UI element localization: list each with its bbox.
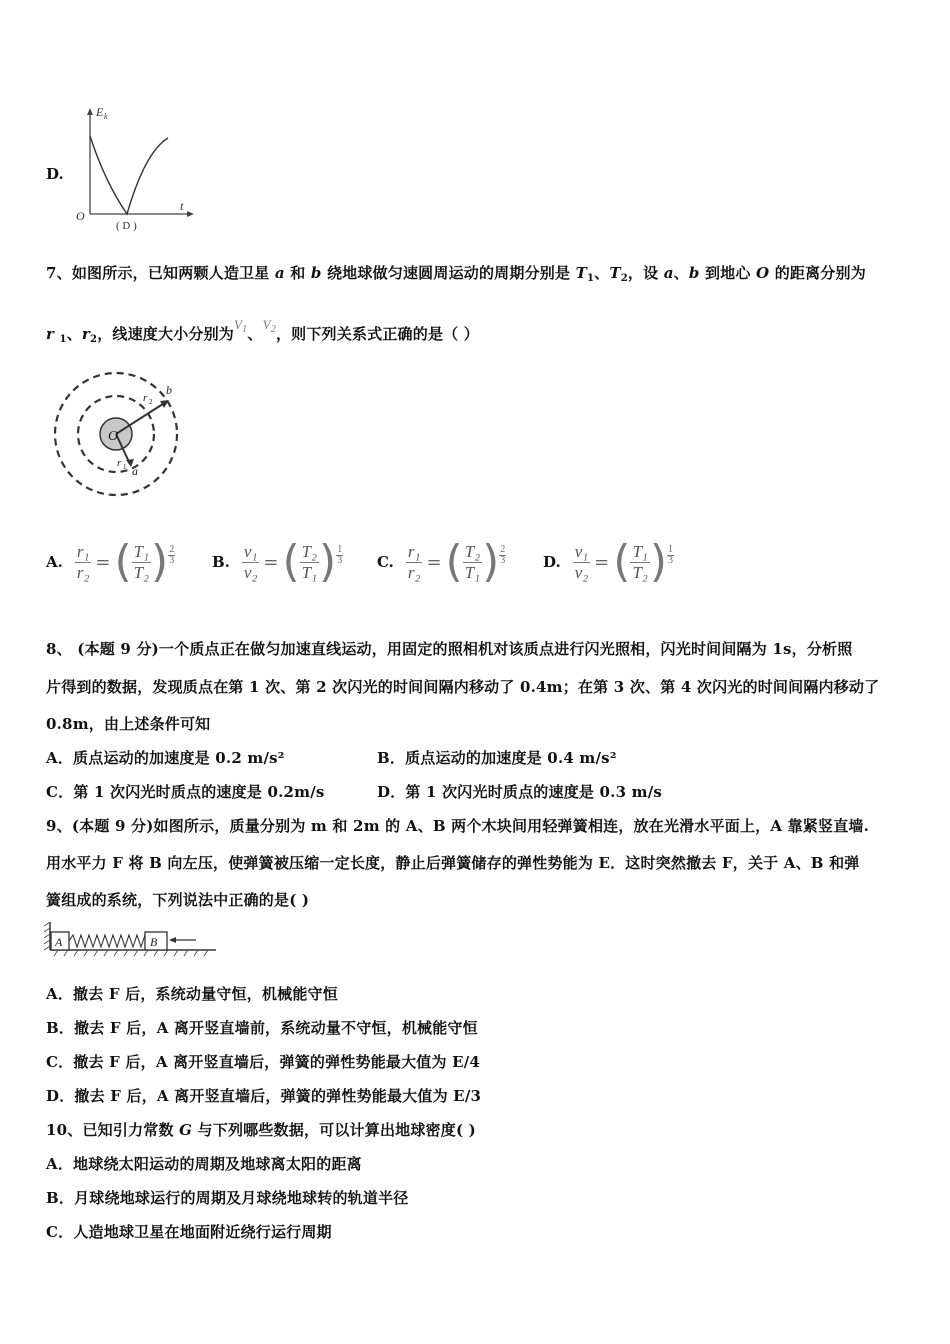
q10-option-c[interactable]: C．人造地球卫星在地面附近绕行运行周期 — [46, 1223, 332, 1241]
q7-option-a[interactable]: A. $\frac{\text{r₁}}{\text{r₂}}$ = ( $\frac{\text{T₁}}{\text{T₂}}$ ) 2 3 — [46, 536, 175, 587]
q9-option-b[interactable]: B．撤去 F 后，A 离开竖直墙前，系统动量不守恒，机械能守恒 — [46, 1019, 478, 1037]
q10-option-b[interactable]: B．月球绕地球运行的周期及月球绕地球转的轨道半径 — [46, 1189, 409, 1207]
q7-fig-r1: r — [117, 457, 122, 469]
q8-option-b[interactable]: B．质点运动的加速度是 0.4 m/s² — [377, 749, 617, 767]
q6-origin-label: O — [76, 209, 85, 223]
q7-option-c[interactable]: C. $\frac{\text{r₁}}{\text{r₂}}$ = ( $\frac{\text{T₂}}{\text{T₁}}$ ) 2 3 — [377, 536, 506, 587]
q9-option-c[interactable]: C．撤去 F 后，A 离开竖直墙后，弹簧的弹性势能最大值为 E/4 — [46, 1053, 481, 1071]
q7-fig-sat-a: a — [132, 464, 138, 478]
q8-option-c[interactable]: C．第 1 次闪光时质点的速度是 0.2m/s — [46, 783, 325, 801]
q6-y-axis-sub: k — [104, 112, 108, 121]
q7-fig-r2-sub: 2 — [149, 398, 153, 406]
q6-ek-graph — [70, 102, 200, 242]
q6-option-d-label[interactable]: D. — [46, 165, 64, 183]
q7-fig-sat-b: b — [166, 383, 172, 397]
q7-stem-line1: 7、如图所示，已知两颗人造卫星 a 和 b 绕地球做匀速圆周运动的周期分别是 $T_1$、$T_2$，设 a、b 到地心 O 的距离分别为 — [46, 264, 866, 284]
q6-x-axis-label: t — [180, 199, 184, 213]
q9-block-b: B — [150, 935, 158, 949]
q7-option-d[interactable]: D. $\frac{\text{v₁}}{\text{v₂}}$ = ( $\frac{\text{T₁}}{\text{T₂}}$ ) 1 3 — [543, 536, 673, 587]
q8-stem-line1: 8、 (本题 9 分)一个质点正在做匀加速直线运动，用固定的照相机对该质点进行闪光照相，闪光时间间隔为 1s，分析照 — [46, 640, 853, 658]
q7-option-b[interactable]: B. $\frac{\text{v₁}}{\text{v₂}}$ = ( $\frac{\text{T₂}}{\text{T₁}}$ ) 1 3 — [212, 536, 343, 587]
q9-stem-line3: 簧组成的系统，下列说法中正确的是( ) — [46, 891, 310, 909]
q10-option-a[interactable]: A．地球绕太阳运动的周期及地球离太阳的距离 — [46, 1155, 362, 1173]
q7-stem-line2: r $_1$、$r_2$，线速度大小分别为$V_1$、$V_2$，则下列关系式正确的是（ ） — [46, 317, 479, 345]
q7-orbit-figure — [50, 368, 182, 500]
q8-stem-line3: 0.8m，由上述条件可知 — [46, 715, 211, 733]
q8-stem-line2: 片得到的数据，发现质点在第 1 次、第 2 次闪光的时间间隔内移动了 0.4m；在第 3 次、第 4 次闪光的时间间隔内移动了 — [46, 678, 880, 696]
q9-spring-figure — [44, 918, 220, 958]
q6-y-axis-label: E — [96, 105, 104, 119]
q9-block-a: A — [55, 935, 63, 949]
q6-caption: ( D ) — [116, 220, 137, 232]
q7-fig-r1-sub: 1 — [123, 463, 127, 471]
q8-option-a[interactable]: A．质点运动的加速度是 0.2 m/s² — [46, 749, 285, 767]
q9-option-d[interactable]: D．撤去 F 后，A 离开竖直墙后，弹簧的弹性势能最大值为 E/3 — [46, 1087, 482, 1105]
q8-option-d[interactable]: D．第 1 次闪光时质点的速度是 0.3 m/s — [377, 783, 663, 801]
q10-stem: 10、已知引力常数 G 与下列哪些数据，可以计算出地球密度( ) — [46, 1121, 476, 1139]
q7-fig-r2: r — [143, 392, 148, 404]
q9-option-a[interactable]: A．撤去 F 后，系统动量守恒，机械能守恒 — [46, 985, 338, 1003]
q9-stem-line1: 9、(本题 9 分)如图所示，质量分别为 m 和 2m 的 A、B 两个木块间用轻弹簧相连，放在光滑水平面上，A 靠紧竖直墙. — [46, 817, 870, 835]
q7-fig-center: O — [108, 429, 119, 444]
q9-stem-line2: 用水平力 F 将 B 向左压，使弹簧被压缩一定长度，静止后弹簧储存的弹性势能为 E．这时突然撤去 F，关于 A、B 和弹 — [46, 854, 860, 872]
